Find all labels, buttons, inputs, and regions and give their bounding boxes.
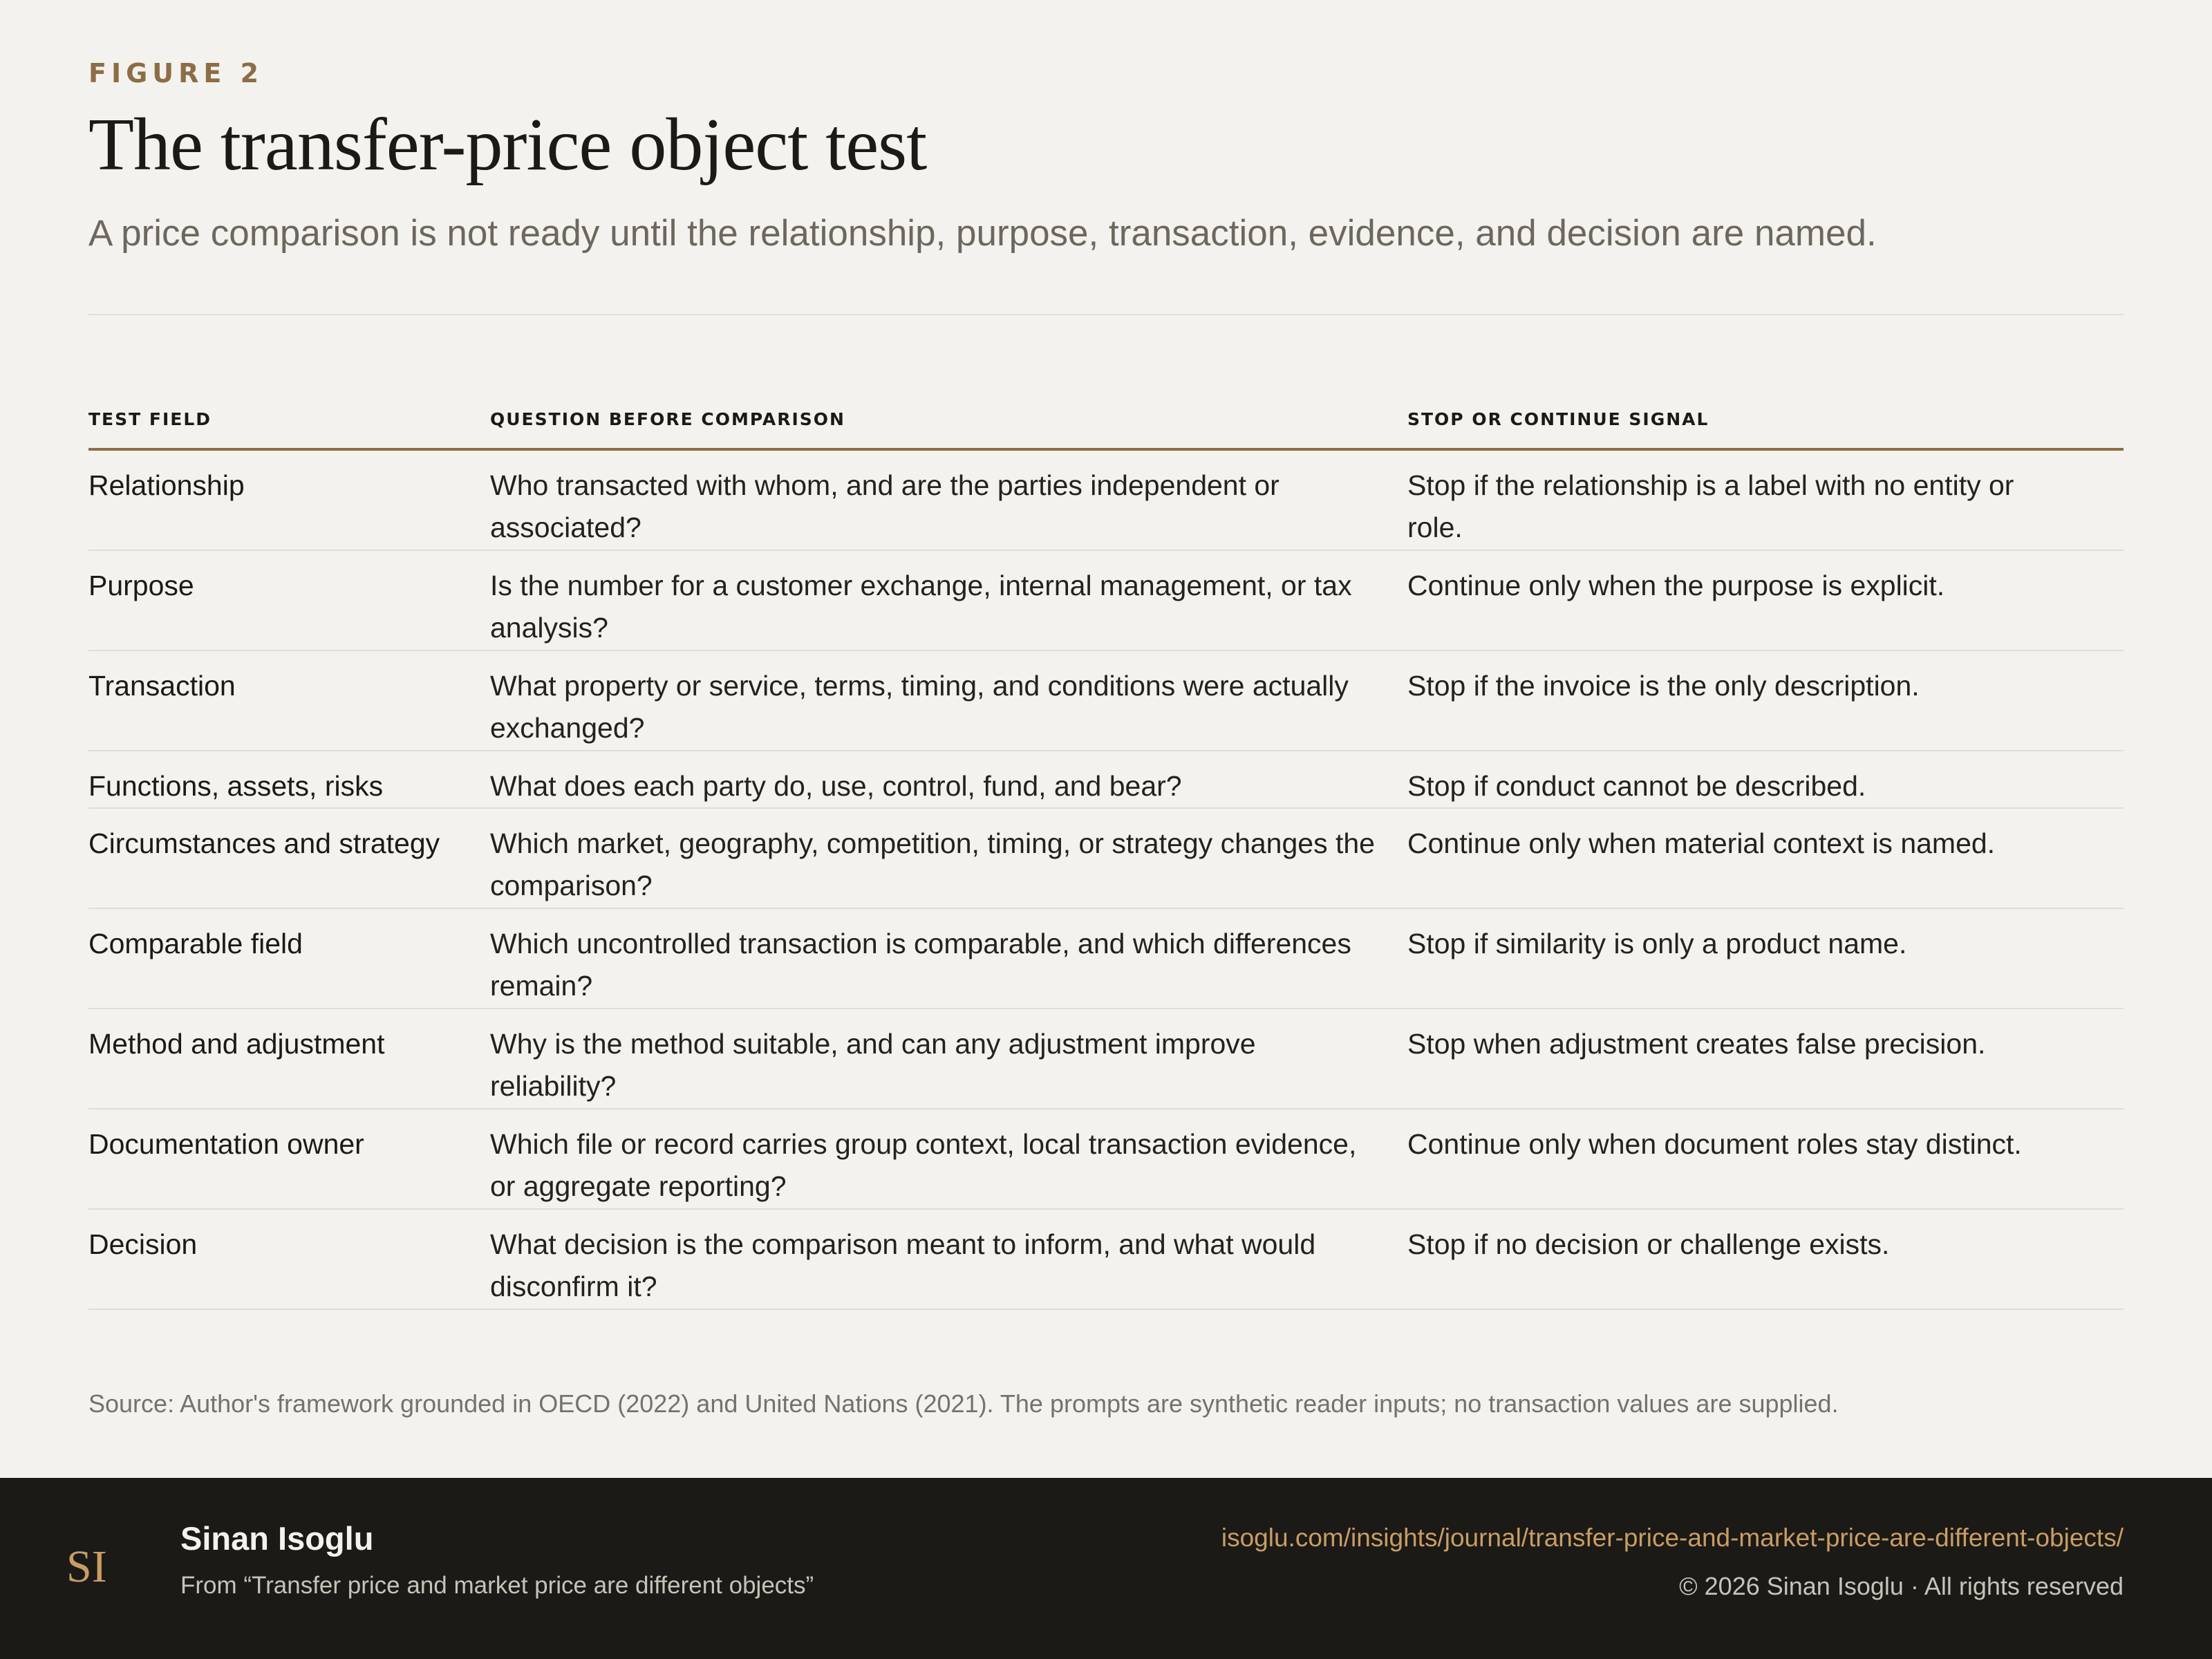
author-name: Sinan Isoglu bbox=[180, 1520, 374, 1557]
table-row bbox=[88, 1109, 2124, 1210]
test-table bbox=[88, 401, 2124, 1310]
cell-question: Who transacted with whom, and are the parties independent or associated? bbox=[490, 469, 1280, 543]
cell-question: What property or service, terms, timing, and conditions were actually exchanged? bbox=[490, 670, 1349, 744]
table-row bbox=[88, 651, 2124, 751]
figure-label: FIGURE 2 bbox=[88, 58, 264, 88]
table-row bbox=[88, 551, 2124, 651]
table-row bbox=[88, 809, 2124, 909]
cell-test-field: Relationship bbox=[88, 469, 245, 501]
column-header-test-field: TEST FIELD bbox=[88, 409, 212, 429]
article-link[interactable]: isoglu.com/insights/journal/transfer-price-and-market-price-are-different-objects/ bbox=[1221, 1524, 2124, 1552]
cell-question: Is the number for a customer exchange, internal management, or tax analysis? bbox=[490, 570, 1352, 644]
cell-test-field: Documentation owner bbox=[88, 1128, 364, 1160]
cell-test-field: Transaction bbox=[88, 670, 236, 702]
column-header-question: QUESTION BEFORE COMPARISON bbox=[490, 409, 845, 429]
cell-test-field: Comparable field bbox=[88, 928, 303, 959]
cell-test-field: Circumstances and strategy bbox=[88, 827, 440, 859]
table-row bbox=[88, 1009, 2124, 1109]
cell-signal: Stop if similarity is only a product name. bbox=[1407, 928, 1907, 959]
header-divider bbox=[88, 314, 2124, 315]
svg-text:SI: SI bbox=[66, 1541, 107, 1592]
article-reference: From “Transfer price and market price are different objects” bbox=[180, 1572, 814, 1599]
footer bbox=[0, 1478, 2212, 1659]
cell-signal: Continue only when document roles stay distinct. bbox=[1407, 1128, 2022, 1160]
cell-signal: Stop if the invoice is the only description. bbox=[1407, 670, 1920, 702]
cell-question: What does each party do, use, control, fund, and bear? bbox=[490, 770, 1182, 802]
page-subtitle: A price comparison is not ready until the relationship, purpose, transaction, evidence, and decision are named. bbox=[88, 213, 1877, 254]
cell-signal: Stop if the relationship is a label with no entity or role. bbox=[1407, 469, 2014, 543]
cell-signal: Continue only when the purpose is explicit. bbox=[1407, 570, 1945, 601]
cell-signal: Continue only when material context is named. bbox=[1407, 827, 1996, 859]
source-note: Source: Author's framework grounded in OECD (2022) and United Nations (2021). The prompts are synthetic reader inputs; no transaction values are supplied. bbox=[88, 1389, 1839, 1418]
table-row bbox=[88, 909, 2124, 1009]
copyright-notice: © 2026 Sinan Isoglu · All rights reserved bbox=[1679, 1572, 2124, 1600]
cell-signal: Stop if no decision or challenge exists. bbox=[1407, 1228, 1890, 1260]
cell-test-field: Purpose bbox=[88, 570, 194, 601]
cell-test-field: Functions, assets, risks bbox=[88, 770, 384, 802]
column-header-signal: STOP OR CONTINUE SIGNAL bbox=[1407, 409, 1709, 429]
cell-question: Which uncontrolled transaction is comparable, and which differences remain? bbox=[490, 928, 1351, 1002]
table-row bbox=[88, 451, 2124, 551]
cell-test-field: Decision bbox=[88, 1228, 198, 1260]
cell-question: Which market, geography, competition, timing, or strategy changes the comparison? bbox=[490, 827, 1375, 901]
cell-signal: Stop if conduct cannot be described. bbox=[1407, 770, 1866, 802]
cell-question: What decision is the comparison meant to inform, and what would disconfirm it? bbox=[490, 1228, 1316, 1302]
cell-question: Why is the method suitable, and can any adjustment improve reliability? bbox=[490, 1028, 1256, 1102]
cell-signal: Stop when adjustment creates false precision. bbox=[1407, 1028, 1986, 1060]
table-row bbox=[88, 1210, 2124, 1310]
table-header bbox=[88, 401, 2124, 451]
page-title: The transfer-price object test bbox=[88, 104, 927, 186]
cell-question: Which file or record carries group context, local transaction evidence, or aggregate reporting? bbox=[490, 1128, 1357, 1202]
cell-test-field: Method and adjustment bbox=[88, 1028, 385, 1060]
si-monogram-logo-icon bbox=[64, 1539, 116, 1594]
table-row bbox=[88, 751, 2124, 809]
